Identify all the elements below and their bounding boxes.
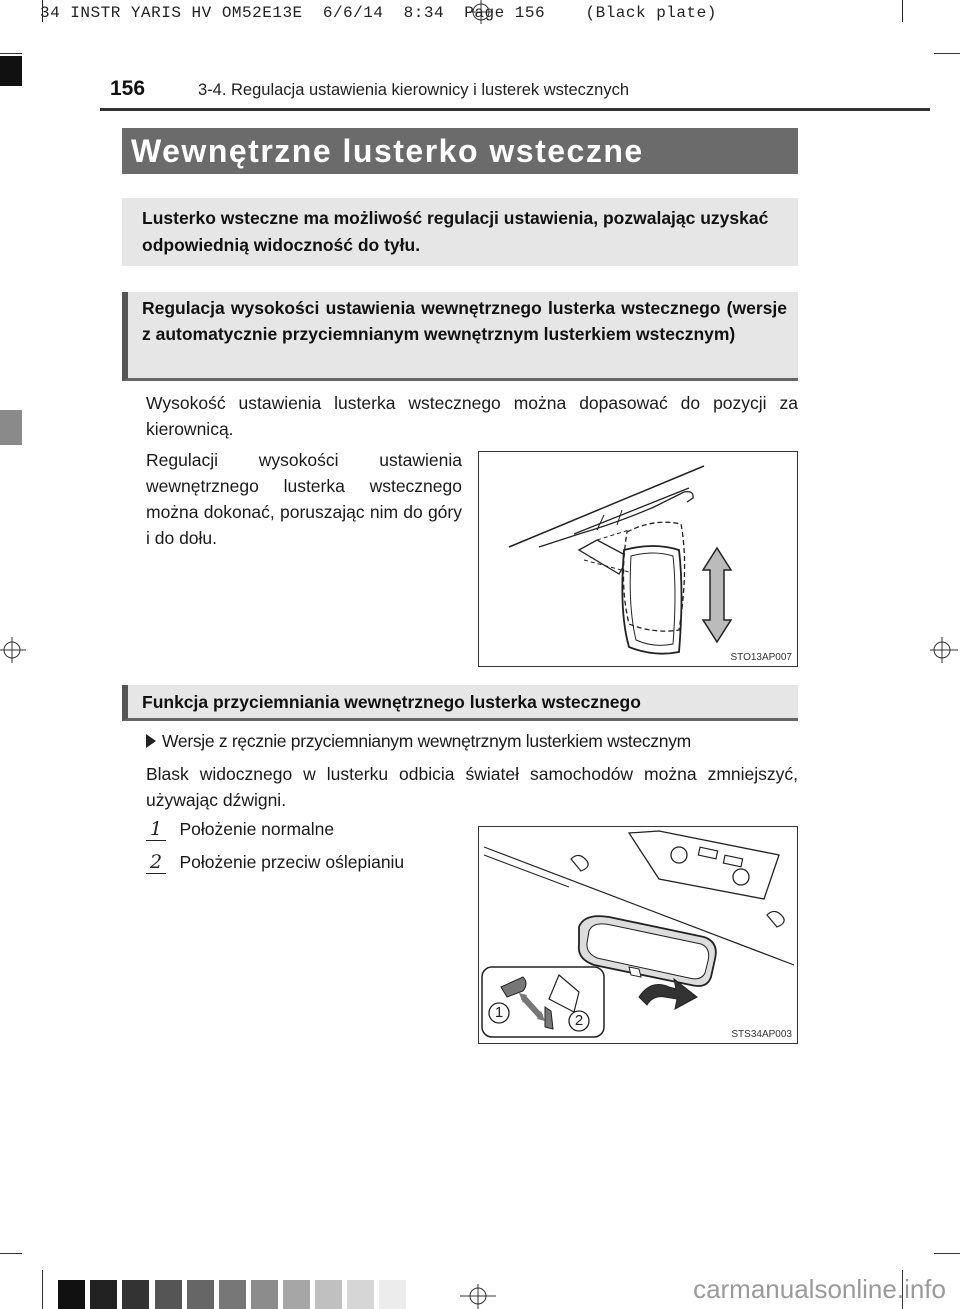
slug-bar-right bbox=[902, 0, 903, 22]
print-swatch bbox=[58, 1280, 85, 1309]
crop-mark-tl-h bbox=[0, 53, 22, 54]
print-swatch bbox=[155, 1280, 182, 1309]
running-header: 3-4. Regulacja ustawienia kierownicy i lusterek wstecznych bbox=[198, 81, 630, 99]
callout-2: 2 bbox=[574, 1012, 584, 1029]
print-swatch bbox=[283, 1280, 310, 1309]
print-slug: 34 INSTR YARIS HV OM52E13E 6/6/14 8:34 Page 156 (Black plate) bbox=[40, 4, 717, 22]
chapter-tab-black bbox=[0, 56, 22, 86]
mirror-height-illustration bbox=[479, 452, 797, 666]
crop-mark-bl-h bbox=[0, 1253, 22, 1254]
figure-code: STS34AP003 bbox=[731, 1029, 792, 1040]
figure-dimming-lever bbox=[478, 826, 798, 1044]
print-swatch bbox=[187, 1280, 214, 1309]
section-heading: Regulacja wysokości ustawienia wewnętrznego lusterka wstecznego (wersje z automatycznie przyciemnianym wewnętrznym lusterkiem wstecznym) bbox=[142, 298, 787, 344]
registration-mark-top bbox=[466, 0, 496, 24]
registration-mark-left bbox=[0, 635, 28, 665]
crop-mark-bl-v bbox=[42, 1270, 43, 1309]
section-heading: Funkcja przyciemniania wewnętrznego lusterka wstecznego bbox=[142, 692, 641, 712]
print-swatch bbox=[315, 1280, 342, 1309]
paragraph: Regulacji wysokości ustawienia wewnętrznego lusterka wstecznego można dokonać, poruszając nim do góry i do dołu. bbox=[146, 450, 462, 548]
figure-mirror-height bbox=[478, 451, 798, 667]
page-number: 156 bbox=[110, 77, 146, 100]
list-item bbox=[146, 849, 404, 875]
chapter-tab-gray bbox=[0, 410, 22, 445]
print-swatch bbox=[219, 1280, 246, 1309]
registration-mark-bottom bbox=[458, 1282, 498, 1309]
item-number: 1 bbox=[146, 818, 166, 841]
item-label: Położenie normalne bbox=[179, 819, 335, 839]
registration-mark-right bbox=[928, 635, 960, 665]
print-swatch bbox=[251, 1280, 278, 1309]
bullet-text: Wersje z ręcznie przyciemnianym wewnętrznym lusterkiem wstecznym bbox=[162, 731, 691, 751]
header-rule bbox=[100, 108, 930, 111]
intro-text: Lusterko wsteczne ma możliwość regulacji ustawienia, pozwalając uzyskać odpowiednią widoczność do tyłu. bbox=[142, 208, 769, 255]
paragraph: Blask widocznego w lusterku odbicia świateł samochodów można zmniejszyć, używając dźwigni. bbox=[146, 764, 798, 810]
item-label: Położenie przeciw oślepianiu bbox=[179, 852, 405, 872]
crop-mark-tr-h bbox=[934, 53, 960, 54]
print-swatch bbox=[379, 1280, 406, 1309]
callout-1: 1 bbox=[494, 1004, 504, 1021]
print-swatch bbox=[122, 1280, 149, 1309]
item-number: 2 bbox=[146, 851, 166, 874]
page-title: Wewnętrzne lusterko wsteczne bbox=[131, 133, 644, 169]
dimming-lever-illustration bbox=[479, 827, 797, 1043]
figure-code: STO13AP007 bbox=[730, 652, 792, 663]
print-swatch bbox=[347, 1280, 374, 1309]
watermark: carmanualsonline.info bbox=[693, 1274, 946, 1304]
print-swatch bbox=[90, 1280, 117, 1309]
list-item bbox=[146, 816, 334, 842]
crop-mark-br-h bbox=[934, 1253, 960, 1254]
paragraph: Wysokość ustawienia lusterka wstecznego można dopasować do pozycji za kierownicą. bbox=[146, 393, 798, 439]
bullet-triangle-icon bbox=[146, 734, 156, 748]
